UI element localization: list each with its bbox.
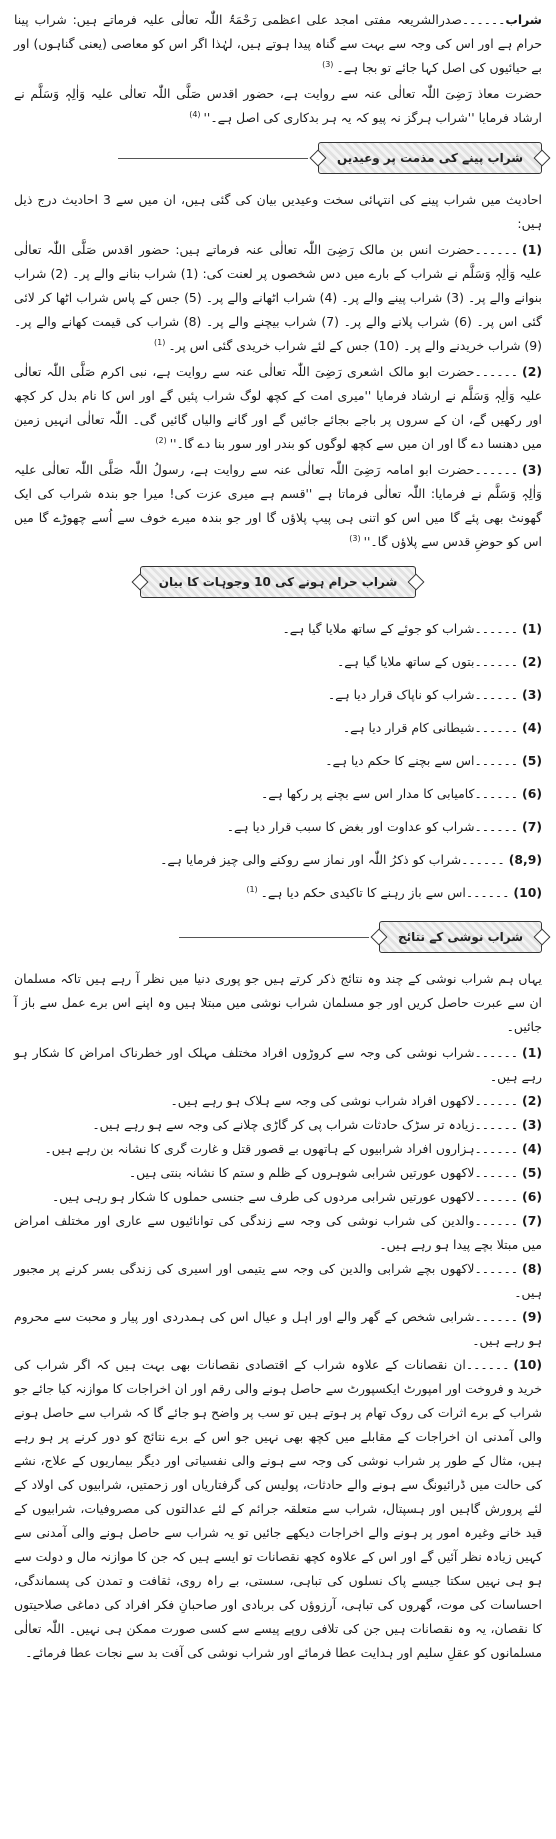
list-item-text: ۔۔۔۔۔۔بتوں کے ساتھ ملایا گیا ہے۔ xyxy=(337,654,519,669)
list-item xyxy=(14,876,542,909)
list-item xyxy=(14,1137,542,1161)
intro-ref: (3) xyxy=(322,59,334,69)
list-item-text: ۔۔۔۔۔۔شراب کو ناپاک قرار دیا ہے۔ xyxy=(327,687,519,702)
list-item-text: ۔۔۔۔۔۔ان نقصانات کے علاوہ شراب کے اقتصادی نقصانات بھی بہت ہیں کہ اگر شراب کی خرید و فروخت اور امپورٹ ایکسپورٹ سے حاصل ہونے والی رقم اور ان اخراجات کا موازنہ کیا جائے جو شراب کے برے اثرات کی روک تھام پر ہوتے ہیں تو سب پر واضح ہو جائے گا کہ شراب سے حاصل ہونے والی آمدنی ان اخراجات کے مقابلے میں کچھ بھی نہیں جو اس کے برے نتائج کو دور کرنے پر ہو رہے ہیں، مثال کے طور پر شراب نوشی کی وجہ سے ہونے والی نفسیاتی اور دیگر بیماریوں کے علاج، نشے کی حالت میں ڈرائیونگ سے ہونے والے حادثات، پولیس کی گرفتاریاں اور زحمتیں، شرابیوں کی اولاد کے لئے پرورش گاہیں اور ہسپتال، شراب سے متعلقہ جرائم کے لئے عدالتوں کی مصروفیات، شرابیوں کے قید خانے وغیرہ امور پر ہونے والے اخراجات دیکھے جائیں تو یہ شراب سے حاصل ہونے والی آمدنی سے کہیں زیادہ نظر آئیں گے اور اس کے علاوہ کچھ نقصانات تو ایسے ہیں کہ جن کا موازنہ مال و دولت سے ہو ہی نہیں سکتا جیسے پاک نسلوں کی تباہی، سستی، بے راہ روی، ثقافت و تمدن کی پسماندگی، احساسات کی موت، گھروں کی تباہی، آرزوؤں کی بربادی اور صاحبانِ فکر افراد کی دماغی صلاحیتوں کا نقصان، یہ وہ نقصانات ہیں جن کی تلافی روپے پیسے سے کسی صورت ممکن ہی نہیں۔ اللّٰہ تعالٰی مسلمانوں کو عقلِ سلیم اور ہدایت عطا فرمائے اور شراب نوشی کی آفت بد سے نجات عطا فرمائے۔ xyxy=(14,1357,542,1660)
list-item xyxy=(14,1041,542,1089)
list-item xyxy=(14,1089,542,1113)
section3-heading xyxy=(379,921,542,953)
list-item xyxy=(14,1185,542,1209)
list-item-number: (9) xyxy=(522,1309,542,1324)
hadith-3-text: ۔۔۔۔۔۔حضرت ابو امامہ رَضِیَ اللّٰہ تعالٰی عنہ سے روایت ہے، رسولُ اللّٰہ صَلَّی اللّٰہ تعالٰی علیہ وَاٰلِہٖ وَسَلَّم نے فرمایا: اللّٰہ تعالٰی فرماتا ہے ''قسم ہے میری عزت کی! میرا جو بندہ شراب کی ایک گھونٹ بھی پئے گا میں اس کو اتنی ہی پیپ پلاؤں گا اور جو بندہ میرے خوف سے اُسے چھوڑے گا میں اس کو حوضِ قدس سے پلاؤں گا۔'' xyxy=(14,462,542,549)
list-item-number: (5) xyxy=(522,753,542,768)
ornament-divider xyxy=(179,937,369,938)
list-item xyxy=(14,612,542,645)
hadith-2-number: (2) xyxy=(522,364,542,379)
list-item-text: ۔۔۔۔۔۔شراب کو جوئے کے ساتھ ملایا گیا ہے۔ xyxy=(282,621,519,636)
section3-heading-wrap xyxy=(14,913,542,961)
list-item-number: (8,9) xyxy=(508,852,542,867)
list-item-number: (2) xyxy=(522,1093,542,1108)
list-item-ref: (1) xyxy=(246,884,258,894)
hadith-1-number: (1) xyxy=(522,242,542,257)
list-item-number: (3) xyxy=(522,687,542,702)
section1-intro: احادیث میں شراب پینے کی انتہائی سخت وعیدیں بیان کی گئی ہیں، ان میں سے 3 احادیث درج ذیل ہیں: xyxy=(14,192,542,231)
list-item-number: (2) xyxy=(522,654,542,669)
list-item xyxy=(14,1113,542,1137)
list-item-number: (1) xyxy=(522,621,542,636)
list-item-number: (4) xyxy=(522,720,542,735)
section1-heading xyxy=(318,142,542,174)
hadith-2 xyxy=(14,360,542,456)
list-item-number: (7) xyxy=(522,1213,542,1228)
section2-heading xyxy=(140,566,417,598)
list-item-number: (1) xyxy=(522,1045,542,1060)
list-item-text: ۔۔۔۔۔۔شراب کو ذکرُ اللّٰہ اور نماز سے روکنے والی چیز فرمایا ہے۔ xyxy=(160,852,505,867)
list-item-text: ۔۔۔۔۔۔لاکھوں بچے شرابی والدین کی وجہ سے یتیمی اور اسیری کی زندگی بسر کرنے پر مجبور ہیں۔ xyxy=(14,1261,542,1300)
hadith-1-ref: (1) xyxy=(153,337,166,347)
list-item-number: (6) xyxy=(522,786,542,801)
list-item xyxy=(14,1161,542,1185)
list-item-number: (10) xyxy=(513,1357,542,1372)
list-item-number: (5) xyxy=(522,1165,542,1180)
hadith-3-ref: (3) xyxy=(349,533,361,543)
list-item-text: ۔۔۔۔۔۔ہزاروں افراد شرابیوں کے ہاتھوں بے قصور قتل و غارت گری کا نشانہ بن رہے ہیں۔ xyxy=(44,1141,519,1156)
list-item-text: ۔۔۔۔۔۔اس سے بچنے کا حکم دیا ہے۔ xyxy=(325,753,519,768)
ornament-divider xyxy=(118,158,308,159)
list-item-text: ۔۔۔۔۔۔زیادہ تر سڑک حادثات شراب پی کر گاڑی چلانے کی وجہ سے ہو رہے ہیں۔ xyxy=(92,1117,519,1132)
list-item-text: ۔۔۔۔۔۔کامیابی کا مدار اس سے بچنے پر رکھا ہے۔ xyxy=(261,786,519,801)
list-item-number: (4) xyxy=(522,1141,542,1156)
list-item-text: ۔۔۔۔۔۔والدین کی شراب نوشی کی وجہ سے زندگی کی توانائیوں سے عاری اور مختلف امراض میں مبتلا بچے پیدا ہو رہے ہیں۔ xyxy=(14,1213,542,1252)
section2-heading-wrap xyxy=(14,558,542,606)
list-item xyxy=(14,843,542,876)
list-item xyxy=(14,1257,542,1305)
hadith-2-text: ۔۔۔۔۔۔حضرت ابو مالک اشعری رَضِیَ اللّٰہ تعالٰی عنہ سے روایت ہے، نبی اکرم صَلَّی اللّٰہ تعالٰی علیہ وَاٰلِہٖ وَسَلَّم نے ارشاد فرمایا ''میری امت کے کچھ لوگ شراب پئیں گے اور اس کا نام بدل کر کچھ اور رکھیں گے، ان کے سروں پر باجے بجائے جائیں گے اور گانے والیاں گائیں گی۔ اللّٰہ تعالٰی انہیں زمین میں دھنسا دے گا اور ان میں سے کچھ لوگوں کو بندر اور سور بنا دے گا۔'' xyxy=(14,364,542,451)
list-item xyxy=(14,645,542,678)
list-item-number: (6) xyxy=(522,1189,542,1204)
list-item xyxy=(14,1209,542,1257)
list-item xyxy=(14,1305,542,1353)
list-item-text: ۔۔۔۔۔۔لاکھوں افراد شراب نوشی کی وجہ سے ہلاک ہو رہے ہیں۔ xyxy=(170,1093,519,1108)
list-item-text: ۔۔۔۔۔۔شراب کو عداوت اور بغض کا سبب قرار دیا ہے۔ xyxy=(226,819,519,834)
list-item-text: ۔۔۔۔۔۔شرابی شخص کے گھر والے اور اہل و عیال اس کی ہمدردی اور پیار و محبت سے محروم ہو رہے ہیں۔ xyxy=(14,1309,542,1348)
list-item xyxy=(14,711,542,744)
hadith-3-number: (3) xyxy=(522,462,542,477)
section3-intro: یہاں ہم شراب نوشی کے چند وہ نتائج ذکر کرتے ہیں جو پوری دنیا میں نظر آ رہے ہیں تاکہ مسلمان ان سے عبرت حاصل کریں اور جو مسلمان شراب نوشی میں مبتلا ہیں وہ اپنے اس برے عمل سے باز آ جائیں۔ xyxy=(14,971,542,1034)
section1-heading-wrap xyxy=(14,134,542,182)
list-item-text: ۔۔۔۔۔۔لاکھوں عورتیں شرابی شوہروں کے ظلم و ستم کا نشانہ بنتی ہیں۔ xyxy=(128,1165,519,1180)
section3-list xyxy=(14,1041,542,1665)
list-item-text: ۔۔۔۔۔۔اس سے باز رہنے کا تاکیدی حکم دیا ہے۔ xyxy=(260,885,510,900)
hadith-1 xyxy=(14,238,542,358)
list-item-text: ۔۔۔۔۔۔لاکھوں عورتیں شرابی مردوں کی طرف سے جنسی حملوں کا شکار ہو رہی ہیں۔ xyxy=(51,1189,519,1204)
intro-paragraph xyxy=(14,8,542,80)
list-item xyxy=(14,777,542,810)
hadith-3 xyxy=(14,458,542,554)
list-item-text: ۔۔۔۔۔۔شیطانی کام قرار دیا ہے۔ xyxy=(342,720,519,735)
intro-lead: شراب xyxy=(505,12,542,27)
section2-list xyxy=(14,612,542,909)
section2-heading-text: شراب حرام ہونے کی 10 وجوہات کا بیان xyxy=(158,575,398,589)
list-item-number: (10) xyxy=(513,885,542,900)
hadith-2-ref: (2) xyxy=(155,435,167,445)
section3-heading-text: شراب نوشی کے نتائج xyxy=(397,930,523,944)
section1-heading-text: شراب پینے کی مذمت پر وعیدیں xyxy=(336,151,523,165)
list-item xyxy=(14,744,542,777)
hadith-1-text: ۔۔۔۔۔۔حضرت انس بن مالک رَضِیَ اللّٰہ تعالٰی عنہ فرماتے ہیں: حضور اقدس صَلَّی اللّٰہ تعالٰی علیہ وَاٰلِہٖ وَسَلَّم نے شراب کے بارے میں دس شخصوں پر لعنت کی: (1) شراب بنانے والے پر۔ (2) شراب بنوانے والے پر۔ (3) شراب پینے والے پر۔ (4) شراب اٹھانے والے پر۔ (5) جس کے پاس شراب اٹھا کر لائی گئی اس پر۔ (6) شراب پلانے والے پر۔ (7) شراب بیچنے والے پر۔ (8) شراب کی قیمت کھانے والے پر۔ (9) شراب خریدنے والے پر۔ (10) جس کے لئے شراب خریدی گئی اس پر۔ xyxy=(14,242,542,353)
list-item xyxy=(14,1353,542,1665)
list-item-number: (3) xyxy=(522,1117,542,1132)
intro-hadith xyxy=(14,82,542,130)
list-item xyxy=(14,810,542,843)
intro-hadith-ref: (4) xyxy=(189,109,201,119)
list-item-number: (8) xyxy=(522,1261,542,1276)
list-item-number: (7) xyxy=(522,819,542,834)
list-item-text: ۔۔۔۔۔۔شراب نوشی کی وجہ سے کروڑوں افراد مختلف مہلک اور خطرناک امراض کا شکار ہو رہے ہیں۔ xyxy=(14,1045,542,1084)
list-item xyxy=(14,678,542,711)
intro-text: ۔۔۔۔۔۔صدرالشریعہ مفتی امجد علی اعظمی رَحْمَۃُ اللّٰہ تعالٰی علیہ فرماتے ہیں: شراب پینا حرام ہے اور اس کی وجہ سے بہت سے گناہ پیدا ہوتے ہیں، لہٰذا اگر اس کو معاصی (یعنی گناہوں) اور بے حیائیوں کی اصل کہا جائے تو بجا ہے۔ xyxy=(14,12,542,75)
intro-hadith-text: حضرت معاذ رَضِیَ اللّٰہ تعالٰی عنہ سے روایت ہے، حضور اقدس صَلَّی اللّٰہ تعالٰی علیہ وَاٰلِہٖ وَسَلَّم نے ارشاد فرمایا ''شراب ہرگز نہ پیو کہ یہ ہر بدکاری کی اصل ہے۔'' xyxy=(14,86,542,125)
